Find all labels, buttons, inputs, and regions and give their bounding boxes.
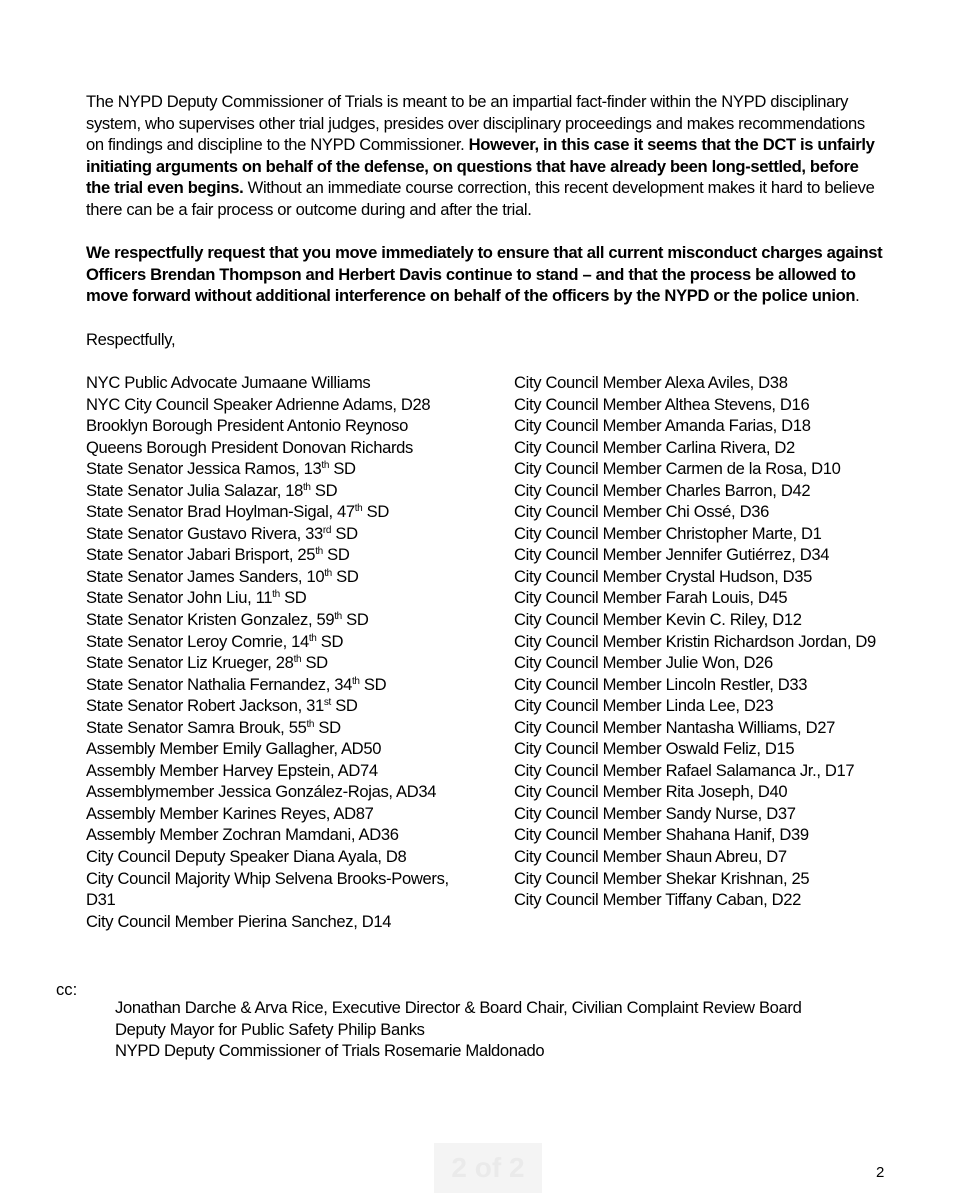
signatory-line: City Council Member Charles Barron, D42 xyxy=(514,480,811,500)
signatory-line xyxy=(86,738,496,760)
signatory-name: Assembly Member Karines Reyes, AD87 xyxy=(86,803,374,823)
signatory-name: State Senator John Liu, 11 xyxy=(86,588,273,608)
signatory-line: City Council Member Julie Won, D26 xyxy=(514,653,773,673)
cc-recipient: Jonathan Darche & Arva Rice, Executive Director & Board Chair, Civilian Complaint Review Board xyxy=(115,998,802,1017)
signatory-line: City Council Member Alexa Aviles, D38 xyxy=(514,373,788,392)
ordinal-suffix: th xyxy=(272,589,280,601)
signatory-line xyxy=(86,868,496,890)
signatory-line xyxy=(86,544,496,566)
signatory-line xyxy=(86,566,496,588)
signatory-line xyxy=(86,695,496,717)
signatory-line: City Council Member Sandy Nurse, D37 xyxy=(514,803,796,823)
district-suffix: SD xyxy=(330,696,358,716)
district-suffix: SD xyxy=(314,717,341,737)
signatory-name: State Senator James Sanders, 10 xyxy=(86,566,325,586)
ordinal-suffix: th xyxy=(315,546,323,558)
paragraph-bold-text: We respectfully request that you move immediately to ensure that all current misconduct charges against Officers Brendan Thompson and Herbert Davis continue to stand – and that the process be allowed to move forward without additional interference on behalf of the officers by the NYPD or the police union xyxy=(86,243,883,305)
signatory-line: City Council Member Carlina Rivera, D2 xyxy=(514,437,795,457)
signatory-line xyxy=(86,846,496,868)
cc-label: cc: xyxy=(56,980,78,999)
ordinal-suffix: th xyxy=(321,460,330,472)
signatory-name: State Senator Julia Salazar, 18 xyxy=(86,480,303,500)
signatory-line: City Council Member Jennifer Gutiérrez, D34 xyxy=(514,545,830,565)
signatory-line: City Council Member Rafael Salamanca Jr., D17 xyxy=(514,760,855,780)
ordinal-suffix: th xyxy=(334,611,342,623)
signatory-name: NYC City Council Speaker Adrienne Adams, D28 xyxy=(86,394,431,414)
signatory-line xyxy=(86,458,496,480)
signatory-line: City Council Member Linda Lee, D23 xyxy=(514,696,774,716)
signatory-line xyxy=(86,889,496,911)
signatory-name: D31 xyxy=(86,890,116,910)
signatory-line: City Council Member Crystal Hudson, D35 xyxy=(514,566,813,586)
signatory-line: City Council Member Lincoln Restler, D33 xyxy=(514,674,808,694)
signatory-name: State Senator Gustavo Rivera, 33 xyxy=(86,523,323,543)
page-indicator-overlay: 2 of 2 xyxy=(434,1143,542,1193)
signatory-name: Assembly Member Harvey Epstein, AD74 xyxy=(86,760,378,780)
signatory-line xyxy=(86,674,496,696)
signatory-name: State Senator Jabari Brisport, 25 xyxy=(86,545,316,565)
cc-recipient: Deputy Mayor for Public Safety Philip Banks xyxy=(115,1019,425,1039)
signatory-line: City Council Member Amanda Farias, D18 xyxy=(514,416,811,436)
signatory-line xyxy=(86,394,496,416)
signatory-name: City Council Member Pierina Sanchez, D14 xyxy=(86,911,392,931)
signatory-name: State Senator Samra Brouk, 55 xyxy=(86,717,307,737)
district-suffix: SD xyxy=(316,631,344,651)
district-suffix: SD xyxy=(310,480,338,500)
signatory-name: City Council Deputy Speaker Diana Ayala, D8 xyxy=(86,847,407,867)
paragraph-text: Without an immediate course correction, this recent development makes it hard to believe there can be a fair process or outcome during and after the trial. xyxy=(86,178,875,219)
signatory-name: Assemblymember Jessica González-Rojas, AD34 xyxy=(86,782,437,802)
signatory-line: City Council Member Chi Ossé, D36 xyxy=(514,502,769,522)
signatory-name: City Council Majority Whip Selvena Brooks-Powers, xyxy=(86,868,449,888)
signatory-line xyxy=(86,911,496,933)
ordinal-suffix: st xyxy=(323,697,331,709)
district-suffix: SD xyxy=(359,674,387,694)
cc-recipient: NYPD Deputy Commissioner of Trials Rosemarie Maldonado xyxy=(115,1041,545,1060)
closing-salutation: Respectfully, xyxy=(86,330,176,349)
cc-recipient-list xyxy=(115,997,801,1062)
signatory-line: City Council Member Nantasha Williams, D27 xyxy=(514,717,835,737)
signatory-name: State Senator Robert Jackson, 31 xyxy=(86,696,324,716)
signatory-line: City Council Member Shahana Hanif, D39 xyxy=(514,825,809,845)
signatory-name: Assembly Member Zochran Mamdani, AD36 xyxy=(86,825,399,845)
ordinal-suffix: th xyxy=(352,675,360,687)
ordinal-suffix: rd xyxy=(322,524,332,536)
signatory-line: City Council Member Shaun Abreu, D7 xyxy=(514,847,787,867)
signatory-name: State Senator Kristen Gonzalez, 59 xyxy=(86,610,335,630)
district-suffix: SD xyxy=(331,523,358,543)
signatory-name: State Senator Liz Krueger, 28 xyxy=(86,653,294,673)
signatory-line xyxy=(86,652,496,674)
signatories-left-column xyxy=(86,372,496,932)
signatory-line: City Council Member Carmen de la Rosa, D10 xyxy=(514,459,841,479)
signatory-line: City Council Member Rita Joseph, D40 xyxy=(514,782,788,802)
signatory-name: State Senator Leroy Comrie, 14 xyxy=(86,631,309,651)
signatory-line xyxy=(86,760,496,782)
ordinal-suffix: th xyxy=(303,481,311,493)
signatory-line xyxy=(86,587,496,609)
paragraph-text: The NYPD Deputy Commissioner of Trials is meant to be an impartial fact-finder within the NYPD disciplinary system, who supervises other trial judges, presides over disciplinary proceedings and makes recommendations on findings and discipline to the NYPD Commissioner. xyxy=(86,92,865,154)
district-suffix: SD xyxy=(322,545,350,565)
signatory-line xyxy=(86,824,496,846)
ordinal-suffix: th xyxy=(293,654,302,666)
signatory-line: City Council Member Christopher Marte, D1 xyxy=(514,523,822,543)
signatory-name: Queens Borough President Donovan Richards xyxy=(86,437,413,457)
signatory-line: City Council Member Tiffany Caban, D22 xyxy=(514,890,802,910)
district-suffix: SD xyxy=(341,610,369,630)
ordinal-suffix: th xyxy=(324,567,332,579)
paragraph-bold-text: However, in this case it seems that the DCT is unfairly initiating arguments on behalf of the defense, on questions that have already been long-settled, before the trial even begins. xyxy=(86,135,875,197)
signatory-name: Brooklyn Borough President Antonio Reynoso xyxy=(86,416,408,436)
signatory-line: City Council Member Farah Louis, D45 xyxy=(514,588,788,608)
signatory-line xyxy=(86,781,496,803)
signatory-name: NYC Public Advocate Jumaane Williams xyxy=(86,373,371,392)
signatory-line xyxy=(86,717,496,739)
ordinal-suffix: th xyxy=(306,718,315,730)
signatory-line xyxy=(86,501,496,523)
signatory-line xyxy=(86,372,496,394)
signatory-line: City Council Member Althea Stevens, D16 xyxy=(514,394,810,414)
signatory-line: City Council Member Shekar Krishnan, 25 xyxy=(514,868,810,888)
district-suffix: SD xyxy=(329,459,356,479)
ordinal-suffix: th xyxy=(354,503,363,515)
signatory-line xyxy=(86,523,496,545)
signatory-line: City Council Member Kristin Richardson Jordan, D9 xyxy=(514,631,876,651)
signatory-line xyxy=(86,631,496,653)
signatory-name: State Senator Jessica Ramos, 13 xyxy=(86,459,322,479)
district-suffix: SD xyxy=(331,566,359,586)
signatory-line xyxy=(86,415,496,437)
signatory-line: City Council Member Kevin C. Riley, D12 xyxy=(514,610,802,630)
paragraph-request xyxy=(86,242,886,307)
paragraph-dct-role xyxy=(86,91,886,220)
district-suffix: SD xyxy=(301,653,328,673)
paragraph-period: . xyxy=(855,286,860,305)
signatory-line xyxy=(86,609,496,631)
ordinal-suffix: th xyxy=(308,632,317,644)
signatory-line: City Council Member Oswald Feliz, D15 xyxy=(514,739,795,759)
signatory-name: State Senator Nathalia Fernandez, 34 xyxy=(86,674,352,694)
district-suffix: SD xyxy=(279,588,307,608)
signatory-line xyxy=(86,480,496,502)
district-suffix: SD xyxy=(362,502,389,522)
signatory-name: State Senator Brad Hoylman-Sigal, 47 xyxy=(86,502,355,522)
signatories-right-column xyxy=(514,372,894,911)
page-number: 2 xyxy=(876,1164,885,1181)
signatory-line xyxy=(86,437,496,459)
signatory-line xyxy=(86,803,496,825)
signatory-name: Assembly Member Emily Gallagher, AD50 xyxy=(86,739,382,759)
